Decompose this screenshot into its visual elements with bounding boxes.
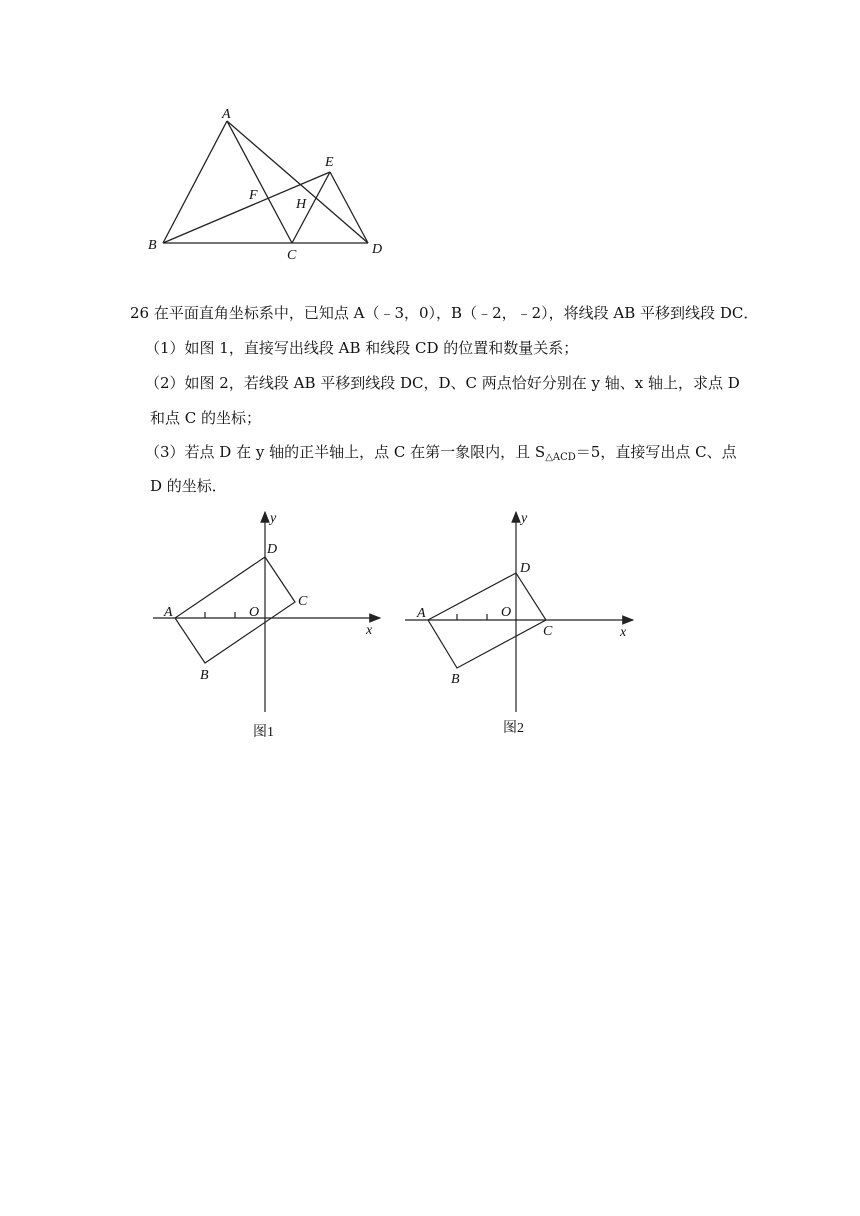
- top-triangle-figure: [140, 100, 400, 270]
- label-O: O: [249, 605, 260, 620]
- question-1: （1）如图 1，直接写出线段 AB 和线段 CD 的位置和数量关系；: [145, 339, 579, 357]
- label-A: A: [417, 606, 426, 621]
- label-x: x: [366, 623, 373, 638]
- caption-figure-1: 图1: [253, 725, 274, 740]
- label-y: y: [521, 511, 528, 526]
- figure-1: [145, 505, 390, 745]
- label-D: D: [520, 561, 531, 576]
- label-y: y: [270, 511, 277, 526]
- label-D: D: [372, 242, 383, 257]
- label-x: x: [620, 625, 627, 640]
- question-2-line-2: 和点 C 的坐标；: [150, 409, 262, 427]
- segment-AC: [227, 121, 292, 243]
- caption-figure-2: 图2: [503, 721, 524, 736]
- area-subscript: △ACD: [545, 452, 576, 463]
- label-C: C: [298, 594, 308, 609]
- question-3-text-b: ＝5，直接写出点 C、点: [575, 443, 737, 461]
- label-A: A: [222, 107, 231, 122]
- segment-AB: [163, 121, 227, 243]
- label-H: H: [296, 197, 307, 212]
- question-2-line-1: （2）如图 2，若线段 AB 平移到线段 DC，D、C 两点恰好分别在 y 轴、x 轴上，求点 D: [145, 374, 740, 392]
- parallelogram-ABCD: [175, 557, 295, 663]
- label-O: O: [501, 605, 512, 620]
- problem-intro: 26 在平面直角坐标系中，已知点 A（﹣3，0），B（﹣2，﹣2），将线段 AB 平移到线段 DC．: [130, 304, 759, 322]
- label-A: A: [164, 605, 173, 620]
- question-3-line-2: D 的坐标．: [150, 477, 227, 495]
- label-B: B: [200, 668, 209, 683]
- segment-AD: [227, 121, 368, 243]
- label-C: C: [543, 624, 553, 639]
- label-B: B: [148, 238, 157, 253]
- question-3-line-1: [145, 442, 737, 468]
- question-3-text-a: （3）若点 D 在 y 轴的正半轴上，点 C 在第一象限内，且 S: [145, 443, 546, 461]
- label-C: C: [287, 248, 297, 263]
- label-B: B: [451, 672, 460, 687]
- label-E: E: [325, 155, 334, 170]
- label-F: F: [249, 188, 258, 203]
- segment-ED: [330, 172, 368, 243]
- figure-2: [398, 505, 643, 745]
- label-D: D: [267, 542, 278, 557]
